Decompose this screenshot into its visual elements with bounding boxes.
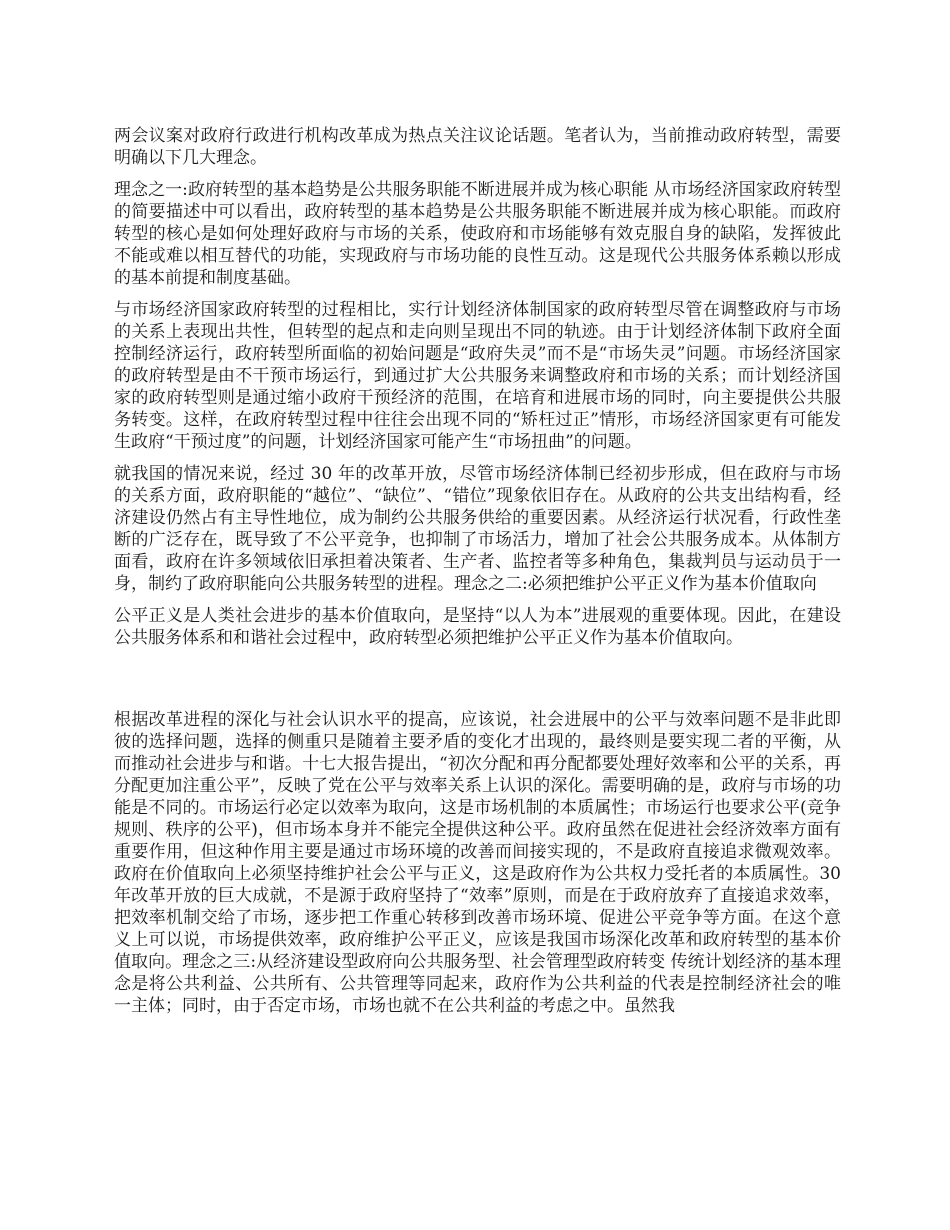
paragraph-intro: 两会议案对政府行政进行机构改革成为热点关注议论话题。笔者认为，当前推动政府转型，需要明确以下几大理念。 xyxy=(114,126,841,168)
paragraph-transition-comparison: 与市场经济国家政府转型的过程相比，实行计划经济体制国家的政府转型尽管在调整政府与市场的关系上表现出共性，但转型的起点和走向则呈现出不同的轨迹。由于计划经济体制下政府全面控制经济运行，政府转型所面临的初始问题是“政府失灵”而不是“市场失灵”问题。市场经济国家的政府转型是由不干预市场运行，到通过扩大公共服务来调整政府和市场的关系；而计划经济国家的政府转型则是通过缩小政府干预经济的范围，在培育和进展市场的同时，向主要提供公共服务转变。这样，在政府转型过程中往往会出现不同的“矫枉过正”情形，市场经济国家更有可能发生政府“干预过度”的问题，计划经济国家可能产生“市场扭曲”的问题。 xyxy=(114,300,841,452)
paragraph-china-situation: 就我国的情况来说，经过 30 年的改革开放，尽管市场经济体制已经初步形成，但在政府与市场的关系方面，政府职能的“越位”、“缺位”、“错位”现象依旧存在。从政府的公共支出结构看，经济建设仍然占有主导性地位，成为制约公共服务供给的重要因素。从经济运行状况看，行政性垄断的广泛存在，既导致了不公平竞争，也抑制了市场活力，增加了社会公共服务成本。从体制方面看，政府在许多领域依旧承担着决策者、生产者、监控者等多种角色，集裁判员与运动员于一身，制约了政府职能向公共服务转型的进程。理念之二:必须把维护公平正义作为基本价值取向 xyxy=(114,464,841,594)
paragraph-spacer xyxy=(114,659,841,709)
paragraph-concept-one: 理念之一:政府转型的基本趋势是公共服务职能不断进展并成为核心职能 从市场经济国家政府转型的简要描述中可以看出，政府转型的基本趋势是公共服务职能不断进展并成为核心职能。而政府转型的核心是如何处理好政府与市场的关系，使政府和市场能够有效克服自身的缺陷，发挥彼此不能或难以相互替代的功能，实现政府与市场功能的良性互动。这是现代公共服务体系赖以形成的基本前提和制度基础。 xyxy=(114,180,841,288)
paragraph-fairness-justice: 公平正义是人类社会进步的基本价值取向，是坚持“以人为本”进展观的重要体现。因此，在建设公共服务体系和和谐社会过程中，政府转型必须把维护公平正义作为基本价值取向。 xyxy=(114,606,841,648)
document-body xyxy=(114,125,841,1027)
paragraph-equity-efficiency: 根据改革进程的深化与社会认识水平的提高，应该说，社会进展中的公平与效率问题不是非此即彼的选择问题，选择的侧重只是随着主要矛盾的变化才出现的，最终则是要实现二者的平衡，从而推动社会进步与和谐。十七大报告提出，“初次分配和再分配都要处理好效率和公平的关系，再分配更加注重公平”，反映了党在公平与效率关系上认识的深化。需要明确的是，政府与市场的功能是不同的。市场运行必定以效率为取向，这是市场机制的本质属性；市场运行也要求公平(竞争规则、秩序的公平)，但市场本身并不能完全提供这种公平。政府虽然在促进社会经济效率方面有重要作用，但这种作用主要是通过市场环境的改善而间接实现的，不是政府直接追求微观效率。政府在价值取向上必须坚持维护社会公平与正义，这是政府作为公共权力受托者的本质属性。30 年改革开放的巨大成就，不是源于政府坚持了“效率”原则，而是在于政府放弃了直接追求效率，把效率机制交给了市场，逐步把工作重心转移到改善市场环境、促进公平竞争等方面。在这个意义上可以说，市场提供效率，政府维护公平正义，应该是我国市场深化改革和政府转型的基本价值取向。理念之三:从经济建设型政府向公共服务型、社会管理型政府转变 传统计划经济的基本理念是将公共利益、公共所有、公共管理等同起来，政府作为公共利益的代表是控制经济社会的唯一主体；同时，由于否定市场，市场也就不在公共利益的考虑之中。虽然我 xyxy=(114,710,841,1016)
